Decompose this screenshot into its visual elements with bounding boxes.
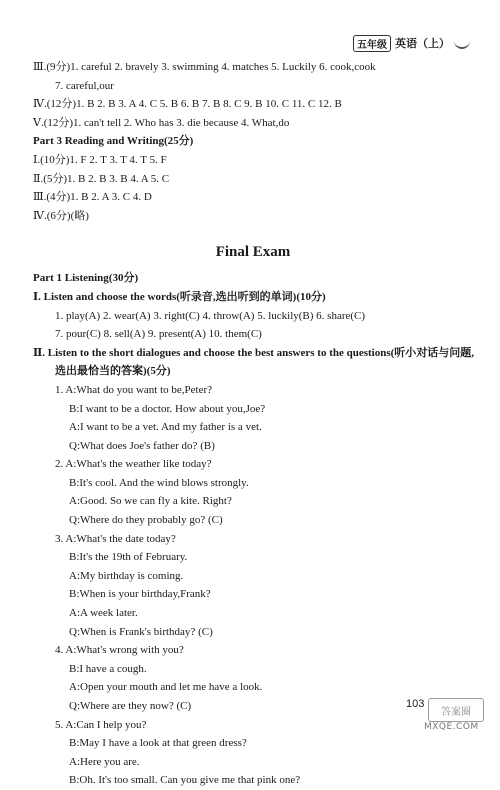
text-line: 3. A:What's the date today? xyxy=(55,532,176,545)
text-line: B:I have a cough. xyxy=(69,662,147,675)
text-line: Ⅴ.(12分)1. can't tell 2. Who has 3. die because 4. What,do xyxy=(33,116,290,129)
text-line: Q:When is Frank's birthday? (C) xyxy=(69,625,213,638)
exam-title: Final Exam xyxy=(215,244,291,261)
text-line: Ⅳ.(12分)1. B 2. B 3. A 4. C 5. B 6. B 7. B 8. C 9. B 10. C 11. C 12. B xyxy=(33,98,342,111)
text-line: Q:Where are they now? (C) xyxy=(69,700,192,712)
text-line: B:I want to be a doctor. How about you,Joe? xyxy=(69,402,266,415)
text-line: B:When is your birthday,Frank? xyxy=(69,588,211,601)
text-line: Ⅰ.(10分)1. F 2. T 3. T 4. T 5. F xyxy=(33,153,167,166)
text-line: Q:What does Joe's father do? (B) xyxy=(69,439,215,452)
text-line: Q:Where do they probably go? (C) xyxy=(69,514,223,527)
watermark-url: MXQE.COM xyxy=(424,722,479,732)
text-line: Ⅲ.(4分)1. B 2. A 3. C 4. D xyxy=(33,191,152,204)
text-line: Part 3 Reading and Writing(25分) xyxy=(33,135,194,148)
text-line: A:Here you are. xyxy=(69,755,140,768)
text-line: 2. A:What's the weather like today? xyxy=(55,458,212,471)
answer-key-section xyxy=(33,58,473,225)
text-line: A:Good. So we can fly a kite. Right? xyxy=(69,495,232,508)
text-line: 4. A:What's wrong with you? xyxy=(55,644,184,657)
text-line: Ⅱ. Listen to the short dialogues and choose the best answers to the questions(听小对话与问题, xyxy=(33,346,475,359)
text-line: Ⅲ.(9分)1. careful 2. bravely 3. swimming 4. matches 5. Luckily 6. cook,cook xyxy=(33,61,376,73)
text-line: Ⅱ.(5分)1. B 2. B 3. B 4. A 5. C xyxy=(33,172,170,185)
page-number: 103 xyxy=(406,698,425,710)
text-line: B:It's the 19th of February. xyxy=(69,551,188,564)
text-line: B:Oh. It's too small. Can you give me that pink one? xyxy=(69,774,301,787)
text-line: 7. careful,our xyxy=(55,79,114,92)
text-line: Ⅳ.(6分)(略) xyxy=(33,209,89,222)
page-header xyxy=(353,34,470,52)
subject-label: 英语（上） xyxy=(395,37,450,50)
watermark-logo: 答案圈 xyxy=(428,698,484,722)
text-line: 1. play(A) 2. wear(A) 3. right(C) 4. throw(A) 5. luckily(B) 6. share(C) xyxy=(55,309,366,322)
page-content xyxy=(33,58,473,790)
grade-badge: 五年级 xyxy=(353,35,391,52)
text-line: 7. pour(C) 8. sell(A) 9. present(A) 10. them(C) xyxy=(55,328,262,341)
decorative-swirl-icon xyxy=(454,37,470,49)
text-line: A:My birthday is coming. xyxy=(69,569,184,582)
text-line: B:May I have a look at that green dress? xyxy=(69,737,247,750)
text-line: A:A week later. xyxy=(69,607,138,620)
text-line: Ⅰ. Listen and choose the words(听录音,选出听到的单词)(10分) xyxy=(33,290,326,303)
text-line: Part 1 Listening(30分) xyxy=(33,272,139,285)
text-line: A:I want to be a vet. And my father is a vet. xyxy=(69,421,262,434)
text-line: B:It's cool. And the wind blows strongly. xyxy=(69,476,249,489)
text-line: A:Open your mouth and let me have a look. xyxy=(69,681,263,694)
page-footer xyxy=(398,696,488,734)
text-line: 1. A:What do you want to be,Peter? xyxy=(55,383,213,396)
text-line: 5. A:Can I help you? xyxy=(55,718,147,731)
text-line: 选出最恰当的答案)(5分) xyxy=(55,365,171,378)
